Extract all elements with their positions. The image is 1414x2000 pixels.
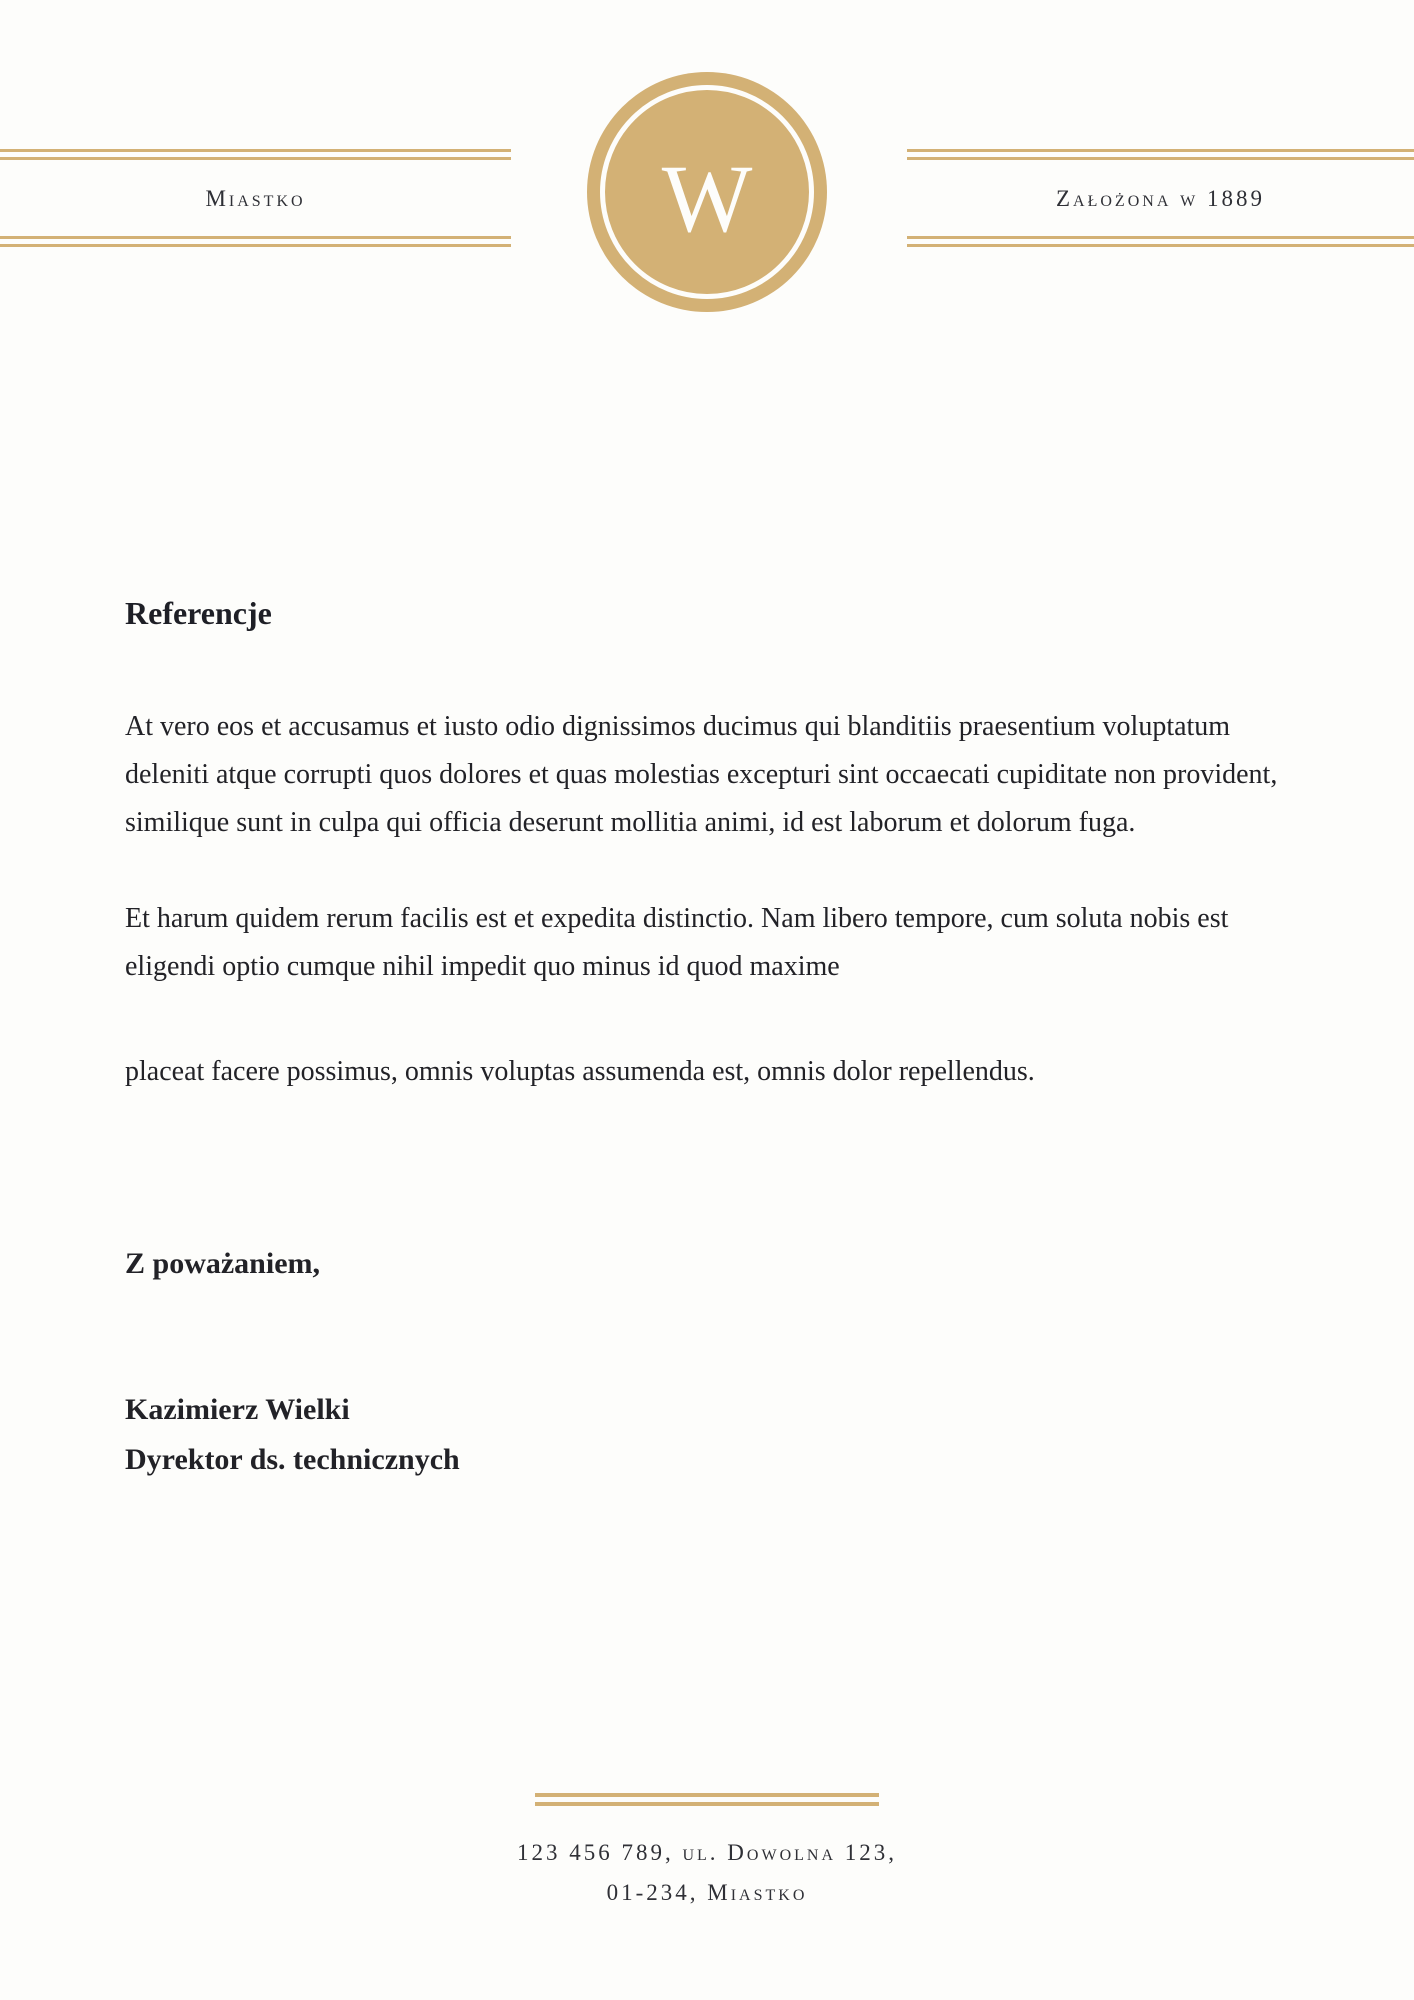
header-right-bottom-rule (907, 236, 1414, 247)
header-right-block (907, 149, 1414, 247)
header-left-block (0, 149, 511, 247)
footer-address-line-1: 123 456 789, ul. Dowolna 123, (516, 1840, 898, 1865)
letter-paragraph-1: At vero eos et accusamus et iusto odio dignissimos ducimus qui blanditiis praesentium voluptatum deleniti atque corrupti quos dolores et quas molestias excepturi sint occaecati cupiditate non provident, similique sunt in culpa qui officia deserunt mollitia animi, id est laborum et dolorum fuga. (125, 711, 1278, 838)
logo-monogram-letter: W (661, 145, 753, 252)
header-established-label: Założona w 1889 (1056, 185, 1265, 211)
footer-address-line-2: 01-234, Miastko (606, 1880, 808, 1905)
header-city-label: Miastko (205, 185, 306, 211)
header-right-top-rule (907, 149, 1414, 160)
signature-title: Dyrektor ds. technicznych (125, 1443, 460, 1476)
header-left-top-rule (0, 149, 511, 160)
letter-paragraph-3: placeat facere possimus, omnis voluptas assumenda est, omnis dolor repellendus. (125, 1056, 1035, 1087)
signature-name: Kazimierz Wielki (125, 1393, 350, 1426)
letter-heading: Referencje (125, 595, 272, 631)
footer-address (0, 1833, 1414, 1913)
letter-paragraph-2: Et harum quidem rerum facilis est et expedita distinctio. Nam libero tempore, cum soluta nobis est eligendi optio cumque nihil impedit quo minus id quod maxime (125, 903, 1229, 982)
letter-closing: Z poważaniem, (125, 1247, 320, 1280)
letter-body (125, 591, 1287, 1485)
footer-rule (535, 1793, 879, 1806)
header-left-bottom-rule (0, 236, 511, 247)
monogram-logo (587, 72, 827, 312)
signature-block (125, 1385, 1287, 1485)
